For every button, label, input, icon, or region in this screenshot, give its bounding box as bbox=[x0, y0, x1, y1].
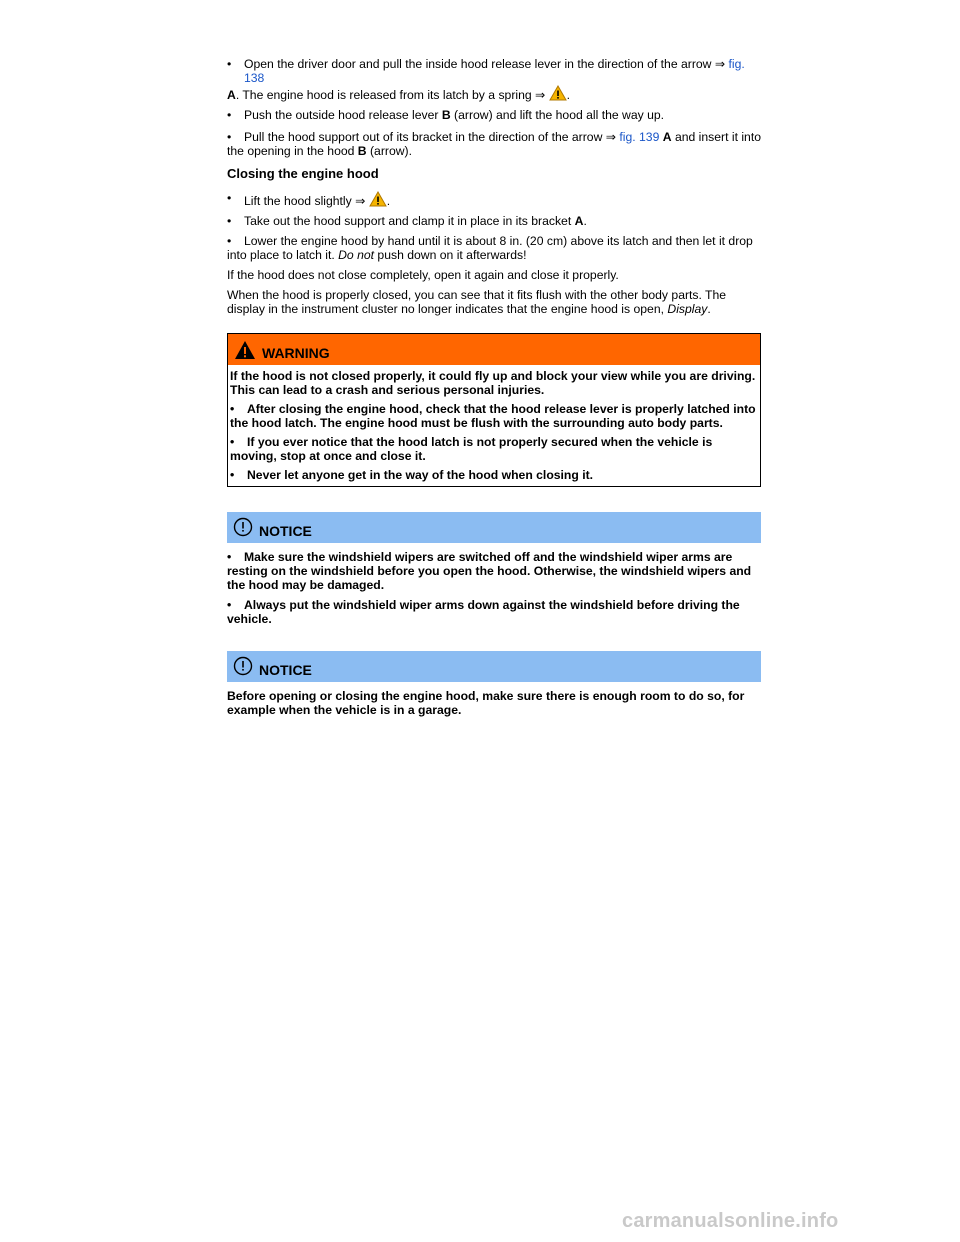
hood-closed-paragraph: When the hood is properly closed, you can see that it fits flush with the other body parts. The display in the instrument cluster no longer indicates that the engine hood is open, Display. bbox=[227, 288, 727, 316]
step-push-outside-lever: • Push the outside hood release lever B (arrow) and lift the hood all the way up. bbox=[227, 108, 665, 122]
bullet-dot: • bbox=[227, 550, 232, 564]
bullet-dot: • bbox=[227, 108, 232, 122]
bullet-dot: • bbox=[230, 402, 235, 416]
notice-title: NOTICE bbox=[259, 523, 312, 539]
notice-header bbox=[227, 651, 761, 682]
warning-item: • After closing the engine hood, check that the hood release lever is properly latched into the hood latch. The engine hood must be flush with the surrounding auto body parts. bbox=[230, 402, 756, 430]
bullet-dot: • bbox=[227, 234, 232, 248]
label-b: B bbox=[441, 108, 451, 122]
warning-box bbox=[227, 333, 761, 487]
label-a: A bbox=[227, 88, 236, 102]
warning-triangle-icon[interactable] bbox=[369, 191, 387, 207]
hood-not-closed-paragraph: If the hood does not close completely, open it again and close it properly. bbox=[227, 268, 619, 282]
step-lower-hood: • Lower the engine hood by hand until it is about 8 in. (20 cm) above its latch and then let it drop into place to latch it. Do not push down on it afterwards! bbox=[227, 234, 753, 262]
bullet-dot: • bbox=[227, 214, 232, 228]
section-heading-closing: Closing the engine hood bbox=[227, 166, 379, 181]
label-a: A bbox=[662, 130, 672, 144]
step-open-continuation: A. The engine hood is released from its latch by a spring ⇒ . bbox=[227, 85, 761, 102]
warning-intro: If the hood is not closed properly, it could fly up and block your view while you are driving. This can lead to a crash and serious personal injuries. bbox=[230, 369, 756, 397]
warning-triangle-icon[interactable] bbox=[549, 85, 567, 101]
bullet-dot: • bbox=[227, 57, 232, 71]
step-lift-hood: • Lift the hood slightly ⇒ . bbox=[227, 191, 391, 208]
bullet-dot: • bbox=[230, 435, 235, 449]
step-pull-hood-support: • Pull the hood support out of its bracket in the direction of the arrow ⇒ fig. 139 A and insert it into the opening in the hood B (arrow). bbox=[227, 130, 761, 158]
fig-138-link[interactable]: fig. 138 bbox=[244, 57, 745, 85]
notice-body bbox=[227, 682, 761, 717]
label-a: A bbox=[574, 214, 584, 228]
step-take-out-support: • Take out the hood support and clamp it in place in its bracket A. bbox=[227, 214, 587, 228]
bullet-dot: • bbox=[230, 468, 235, 482]
fig-139-link[interactable]: fig. 139 bbox=[619, 130, 660, 144]
bullet-dot: • bbox=[227, 130, 232, 144]
warning-item: • If you ever notice that the hood latch is not properly secured when the vehicle is moving, stop at once and close it. bbox=[230, 435, 713, 463]
notice-item: • Always put the windshield wiper arms down against the windshield before driving the vehicle. bbox=[227, 598, 740, 626]
notice-title: NOTICE bbox=[259, 662, 312, 678]
notice-text: Before opening or closing the engine hood, make sure there is enough room to do so, for example when the vehicle is in a garage. bbox=[227, 689, 745, 717]
bullet-dot: • bbox=[227, 598, 232, 612]
notice-item: • Make sure the windshield wipers are switched off and the windshield wiper arms are resting on the windshield before you open the hood. Otherwise, the windshield wipers and the hood may be damaged. bbox=[227, 550, 752, 592]
emphasis-do-not: Do not bbox=[338, 248, 375, 262]
display-term: Display bbox=[667, 302, 708, 316]
manual-page bbox=[227, 57, 761, 723]
warning-header bbox=[228, 334, 760, 365]
notice-body bbox=[227, 543, 761, 626]
bullet-dot: • bbox=[227, 191, 232, 205]
watermark: carmanualsonline.info bbox=[622, 1210, 839, 1232]
notice-header bbox=[227, 512, 761, 543]
exclamation-circle-icon bbox=[233, 656, 253, 676]
exclamation-circle-icon bbox=[233, 517, 253, 537]
step-open-driver-door: • Open the driver door and pull the inside hood release lever in the direction of the arrow ⇒ fig. 138 bbox=[227, 57, 745, 85]
warning-triangle-icon bbox=[234, 340, 256, 360]
label-b: B bbox=[357, 144, 367, 158]
warning-item: • Never let anyone get in the way of the hood when closing it. bbox=[230, 468, 594, 482]
warning-body bbox=[228, 365, 760, 486]
warning-title: WARNING bbox=[262, 345, 330, 361]
